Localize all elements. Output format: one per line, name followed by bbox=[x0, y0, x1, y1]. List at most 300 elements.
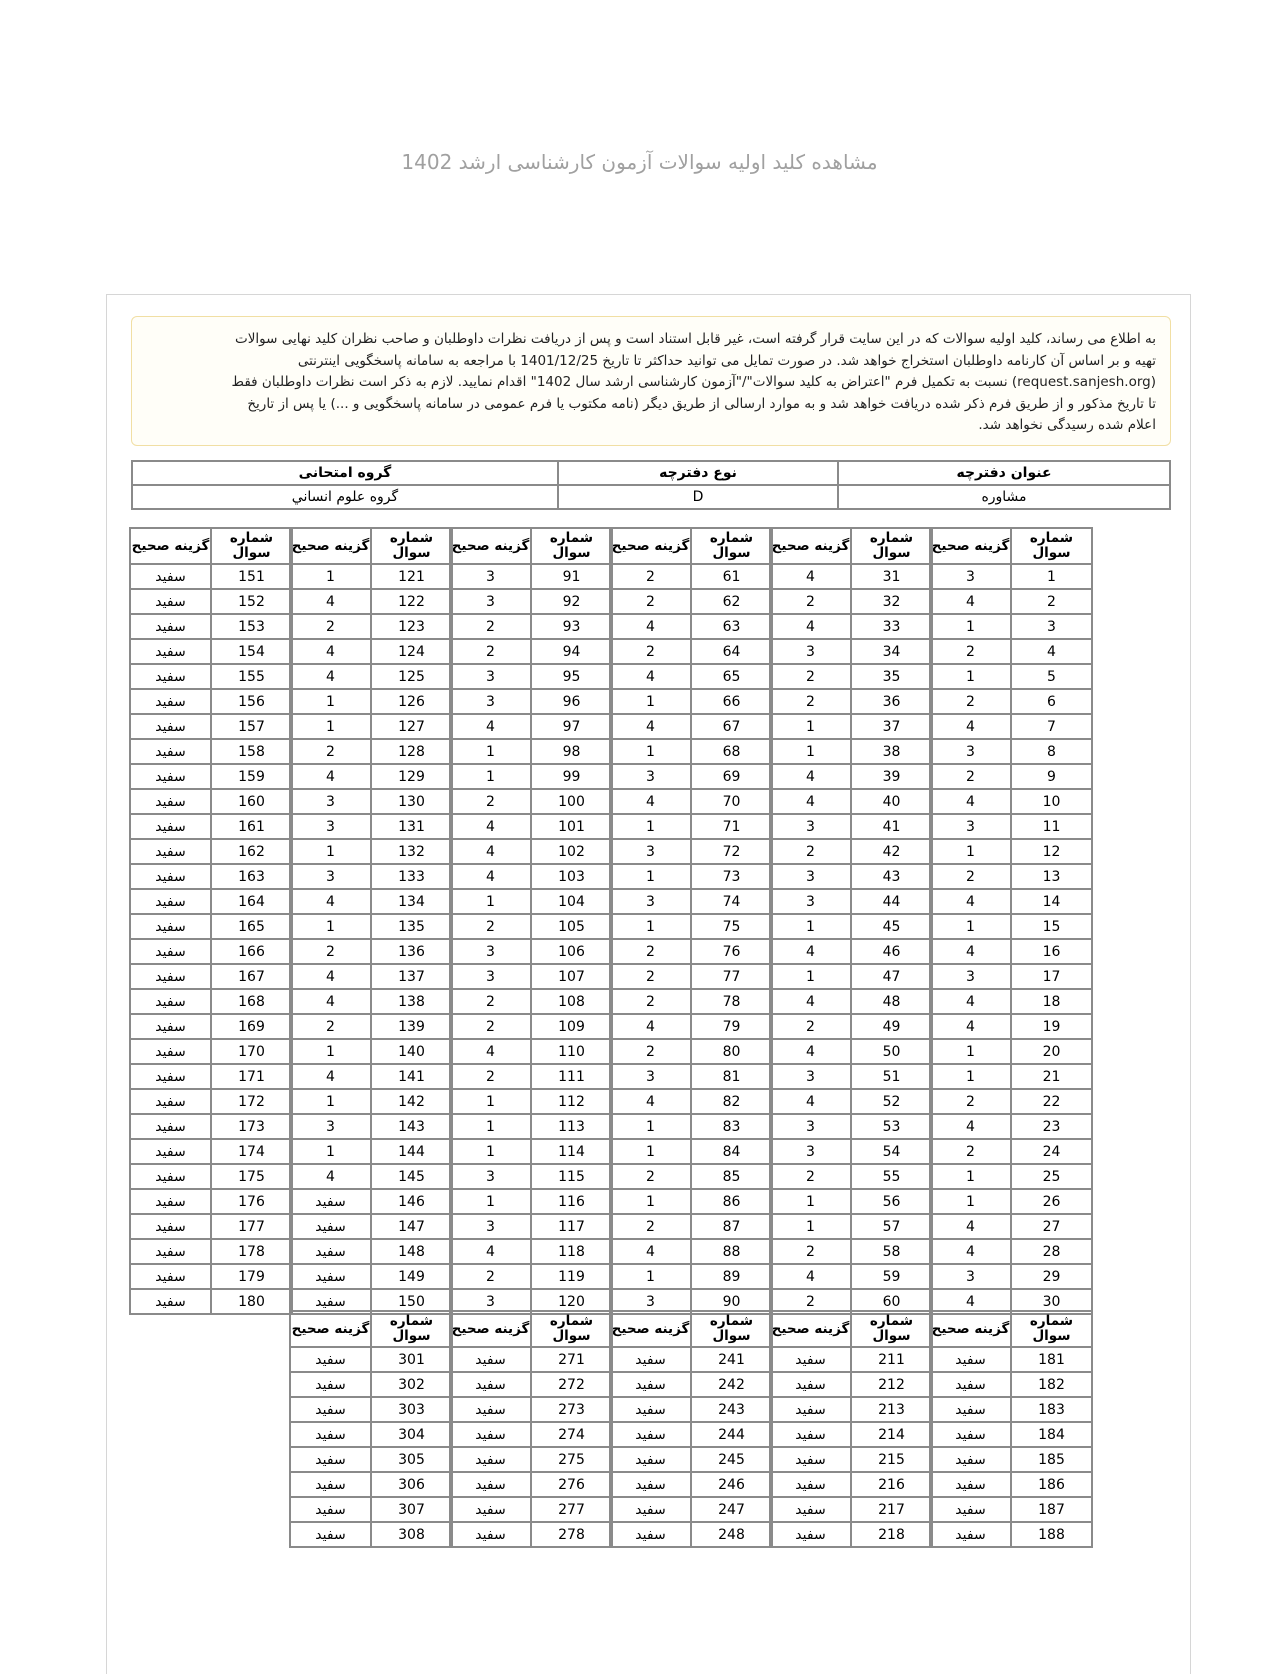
table-row bbox=[770, 1039, 932, 1064]
question-number: 61 bbox=[691, 564, 772, 589]
table-row bbox=[290, 814, 452, 839]
question-number: 178 bbox=[211, 1239, 292, 1264]
question-number-header: شماره سوال bbox=[1011, 1311, 1092, 1347]
correct-option: 1 bbox=[290, 1089, 371, 1114]
correct-option: 4 bbox=[770, 614, 851, 639]
question-number: 176 bbox=[211, 1189, 292, 1214]
correct-option: سفید bbox=[450, 1522, 531, 1547]
table-row bbox=[930, 1014, 1092, 1039]
table-row bbox=[930, 664, 1092, 689]
question-number: 13 bbox=[1011, 864, 1092, 889]
question-number: 60 bbox=[851, 1289, 932, 1314]
correct-option: 4 bbox=[770, 989, 851, 1014]
correct-option: 4 bbox=[610, 1239, 691, 1264]
question-number: 63 bbox=[691, 614, 772, 639]
table-row bbox=[450, 1239, 612, 1264]
question-number: 146 bbox=[371, 1189, 452, 1214]
question-number: 3 bbox=[1011, 614, 1092, 639]
question-number: 148 bbox=[371, 1239, 452, 1264]
correct-option: 3 bbox=[610, 764, 691, 789]
correct-option: 2 bbox=[930, 864, 1011, 889]
correct-option: سفید bbox=[450, 1447, 531, 1472]
correct-option: 3 bbox=[770, 864, 851, 889]
table-row bbox=[450, 1189, 612, 1214]
table-row bbox=[290, 1372, 452, 1397]
question-number: 96 bbox=[531, 689, 612, 714]
correct-option: 4 bbox=[290, 764, 371, 789]
correct-option: سفید bbox=[930, 1372, 1011, 1397]
table-row bbox=[290, 989, 452, 1014]
question-number: 14 bbox=[1011, 889, 1092, 914]
table-row bbox=[290, 864, 452, 889]
question-number: 155 bbox=[211, 664, 292, 689]
answer-key-table bbox=[929, 527, 1093, 1315]
correct-option: 2 bbox=[770, 664, 851, 689]
correct-option: 4 bbox=[930, 889, 1011, 914]
question-number: 277 bbox=[531, 1497, 612, 1522]
question-number: 29 bbox=[1011, 1264, 1092, 1289]
table-row bbox=[610, 739, 772, 764]
question-number: 188 bbox=[1011, 1522, 1092, 1547]
question-number: 39 bbox=[851, 764, 932, 789]
question-number: 71 bbox=[691, 814, 772, 839]
correct-option: سفید bbox=[930, 1422, 1011, 1447]
question-number: 129 bbox=[371, 764, 452, 789]
correct-option: 1 bbox=[930, 914, 1011, 939]
table-row bbox=[290, 964, 452, 989]
table-row bbox=[450, 1164, 612, 1189]
question-number: 244 bbox=[691, 1422, 772, 1447]
table-row bbox=[610, 939, 772, 964]
table-row bbox=[610, 1522, 772, 1547]
answer-key-table bbox=[289, 527, 453, 1315]
table-row bbox=[450, 739, 612, 764]
table-row bbox=[450, 1372, 612, 1397]
question-number: 123 bbox=[371, 614, 452, 639]
correct-option: سفید bbox=[290, 1422, 371, 1447]
question-number: 245 bbox=[691, 1447, 772, 1472]
table-row bbox=[770, 1214, 932, 1239]
question-number-header: شماره سوال bbox=[851, 528, 932, 564]
question-number: 27 bbox=[1011, 1214, 1092, 1239]
question-number: 186 bbox=[1011, 1472, 1092, 1497]
table-row bbox=[130, 914, 292, 939]
correct-option: سفید bbox=[290, 1372, 371, 1397]
correct-option: سفید bbox=[130, 764, 211, 789]
correct-option: سفید bbox=[450, 1347, 531, 1372]
question-number: 130 bbox=[371, 789, 452, 814]
question-number: 179 bbox=[211, 1264, 292, 1289]
correct-option: 4 bbox=[610, 1014, 691, 1039]
question-number: 92 bbox=[531, 589, 612, 614]
correct-option: سفید bbox=[930, 1447, 1011, 1472]
question-number: 17 bbox=[1011, 964, 1092, 989]
correct-option: 1 bbox=[770, 739, 851, 764]
question-number: 272 bbox=[531, 1372, 612, 1397]
correct-option: سفید bbox=[130, 714, 211, 739]
question-number: 154 bbox=[211, 639, 292, 664]
correct-option: 2 bbox=[610, 964, 691, 989]
question-number: 167 bbox=[211, 964, 292, 989]
question-number: 121 bbox=[371, 564, 452, 589]
table-row bbox=[930, 1064, 1092, 1089]
table-row bbox=[290, 1497, 452, 1522]
question-number: 248 bbox=[691, 1522, 772, 1547]
correct-option-header: گزینه صحیح bbox=[130, 528, 211, 564]
correct-option: سفید bbox=[130, 564, 211, 589]
table-row bbox=[130, 1114, 292, 1139]
booklet-title-header: عنوان دفترچه bbox=[838, 461, 1170, 485]
correct-option: سفید bbox=[130, 839, 211, 864]
question-number: 77 bbox=[691, 964, 772, 989]
table-row bbox=[930, 814, 1092, 839]
question-number: 38 bbox=[851, 739, 932, 764]
question-number: 97 bbox=[531, 714, 612, 739]
question-number-header: شماره سوال bbox=[371, 1311, 452, 1347]
question-number: 52 bbox=[851, 1089, 932, 1114]
question-number: 95 bbox=[531, 664, 612, 689]
table-row bbox=[450, 639, 612, 664]
question-number: 214 bbox=[851, 1422, 932, 1447]
question-number: 173 bbox=[211, 1114, 292, 1139]
table-row bbox=[290, 789, 452, 814]
correct-option: 3 bbox=[770, 639, 851, 664]
correct-option-header: گزینه صحیح bbox=[930, 1311, 1011, 1347]
question-number: 85 bbox=[691, 1164, 772, 1189]
table-row bbox=[450, 964, 612, 989]
table-row bbox=[290, 1472, 452, 1497]
correct-option: سفید bbox=[450, 1472, 531, 1497]
correct-option: 1 bbox=[770, 964, 851, 989]
correct-option: 4 bbox=[290, 889, 371, 914]
question-number: 30 bbox=[1011, 1289, 1092, 1314]
question-number: 79 bbox=[691, 1014, 772, 1039]
question-number: 187 bbox=[1011, 1497, 1092, 1522]
correct-option: 4 bbox=[290, 964, 371, 989]
table-row bbox=[450, 1064, 612, 1089]
correct-option: 4 bbox=[610, 664, 691, 689]
correct-option: 4 bbox=[930, 789, 1011, 814]
question-number: 18 bbox=[1011, 989, 1092, 1014]
question-number: 151 bbox=[211, 564, 292, 589]
question-number: 54 bbox=[851, 1139, 932, 1164]
table-row bbox=[450, 1347, 612, 1372]
correct-option: سفید bbox=[450, 1372, 531, 1397]
correct-option: 4 bbox=[930, 1014, 1011, 1039]
table-row bbox=[130, 864, 292, 889]
question-number: 35 bbox=[851, 664, 932, 689]
correct-option: 4 bbox=[930, 939, 1011, 964]
correct-option: 1 bbox=[930, 614, 1011, 639]
correct-option: سفید bbox=[130, 1214, 211, 1239]
table-row bbox=[610, 889, 772, 914]
table-row bbox=[290, 1114, 452, 1139]
question-number: 104 bbox=[531, 889, 612, 914]
table-row bbox=[610, 914, 772, 939]
table-row bbox=[770, 1014, 932, 1039]
question-number: 73 bbox=[691, 864, 772, 889]
correct-option: سفید bbox=[130, 639, 211, 664]
question-number: 308 bbox=[371, 1522, 452, 1547]
question-number: 69 bbox=[691, 764, 772, 789]
question-number: 180 bbox=[211, 1289, 292, 1314]
correct-option: 2 bbox=[770, 589, 851, 614]
question-number: 57 bbox=[851, 1214, 932, 1239]
table-row bbox=[290, 614, 452, 639]
question-number: 306 bbox=[371, 1472, 452, 1497]
question-number: 125 bbox=[371, 664, 452, 689]
table-row bbox=[930, 589, 1092, 614]
question-number: 26 bbox=[1011, 1189, 1092, 1214]
table-row bbox=[930, 1522, 1092, 1547]
question-number: 81 bbox=[691, 1064, 772, 1089]
answer-key-table bbox=[289, 1310, 453, 1548]
correct-option: 1 bbox=[930, 1189, 1011, 1214]
correct-option: 2 bbox=[450, 1014, 531, 1039]
table-row bbox=[770, 1264, 932, 1289]
correct-option: 4 bbox=[930, 1239, 1011, 1264]
correct-option: سفید bbox=[130, 1264, 211, 1289]
table-row bbox=[130, 664, 292, 689]
question-number: 133 bbox=[371, 864, 452, 889]
correct-option: سفید bbox=[770, 1472, 851, 1497]
table-row bbox=[610, 1447, 772, 1472]
table-row bbox=[770, 1347, 932, 1372]
question-number: 170 bbox=[211, 1039, 292, 1064]
question-number: 102 bbox=[531, 839, 612, 864]
question-number-header: شماره سوال bbox=[851, 1311, 932, 1347]
question-number: 150 bbox=[371, 1289, 452, 1314]
correct-option: سفید bbox=[290, 1264, 371, 1289]
correct-option: سفید bbox=[610, 1497, 691, 1522]
correct-option: 2 bbox=[610, 989, 691, 1014]
correct-option: 2 bbox=[770, 839, 851, 864]
table-row bbox=[450, 1214, 612, 1239]
question-number: 274 bbox=[531, 1422, 612, 1447]
correct-option: 1 bbox=[610, 1189, 691, 1214]
correct-option: سفید bbox=[130, 1189, 211, 1214]
notice-box: به اطلاع می رساند، کلید اولیه سوالات که در این سایت قرار گرفته است، غیر قابل استناد است و پس از دریافت نظرات داوطلبان و صاحب نظران کلید نهایی سوالات تهیه و بر اساس آن کارنامه داوطلبان استخراج خواهد شد. در صورت تمایل می توانید حداکثر تا تاریخ 1401/12/25 با مراجعه به سامانه پاسخگویی اینترنتی (request.sanjesh.org) نسبت به تکمیل فرم "اعتراض به کلید سوالات"/"آزمون کارشناسی ارشد سال 1402" اقدام نمایید. لازم به ذکر است نظرات داوطلبان فقط تا تاریخ مذکور و از طریق فرم ذکر شده دریافت خواهد شد و به موارد ارسالی از طریق دیگر (نامه مکتوب یا فرم عمومی در سامانه پاسخگویی و ...) یا پس از تاریخ اعلام شده رسیدگی نخواهد شد. bbox=[131, 316, 1171, 446]
correct-option: سفید bbox=[770, 1397, 851, 1422]
table-row bbox=[290, 739, 452, 764]
correct-option: 1 bbox=[610, 864, 691, 889]
correct-option: 1 bbox=[450, 1089, 531, 1114]
correct-option: سفید bbox=[290, 1397, 371, 1422]
correct-option: 1 bbox=[290, 1139, 371, 1164]
correct-option: 4 bbox=[450, 1239, 531, 1264]
table-row bbox=[770, 664, 932, 689]
question-number: 182 bbox=[1011, 1372, 1092, 1397]
correct-option: 1 bbox=[610, 814, 691, 839]
correct-option: 1 bbox=[930, 664, 1011, 689]
table-row bbox=[770, 964, 932, 989]
question-number: 93 bbox=[531, 614, 612, 639]
correct-option: سفید bbox=[290, 1497, 371, 1522]
table-row bbox=[290, 689, 452, 714]
booklet-info-table bbox=[131, 460, 1171, 510]
question-number: 134 bbox=[371, 889, 452, 914]
correct-option: سفید bbox=[290, 1214, 371, 1239]
table-row bbox=[770, 639, 932, 664]
correct-option: 3 bbox=[770, 1139, 851, 1164]
correct-option-header: گزینه صحیح bbox=[930, 528, 1011, 564]
correct-option-header: گزینه صحیح bbox=[610, 528, 691, 564]
correct-option: 3 bbox=[930, 739, 1011, 764]
question-number: 302 bbox=[371, 1372, 452, 1397]
question-number: 160 bbox=[211, 789, 292, 814]
question-number: 168 bbox=[211, 989, 292, 1014]
table-row bbox=[930, 564, 1092, 589]
question-number: 143 bbox=[371, 1114, 452, 1139]
correct-option: سفید bbox=[130, 889, 211, 914]
question-number: 159 bbox=[211, 764, 292, 789]
correct-option: سفید bbox=[290, 1347, 371, 1372]
question-number: 152 bbox=[211, 589, 292, 614]
question-number: 47 bbox=[851, 964, 932, 989]
question-number: 140 bbox=[371, 1039, 452, 1064]
table-row bbox=[770, 789, 932, 814]
table-row bbox=[770, 939, 932, 964]
question-number: 6 bbox=[1011, 689, 1092, 714]
correct-option: سفید bbox=[930, 1397, 1011, 1422]
table-row bbox=[770, 689, 932, 714]
correct-option: سفید bbox=[930, 1497, 1011, 1522]
table-row bbox=[770, 764, 932, 789]
question-number: 105 bbox=[531, 914, 612, 939]
correct-option: 1 bbox=[290, 689, 371, 714]
table-row bbox=[450, 889, 612, 914]
question-number: 101 bbox=[531, 814, 612, 839]
correct-option: 4 bbox=[930, 714, 1011, 739]
table-row bbox=[290, 939, 452, 964]
correct-option: 3 bbox=[450, 664, 531, 689]
question-number: 10 bbox=[1011, 789, 1092, 814]
table-row bbox=[770, 564, 932, 589]
question-number: 247 bbox=[691, 1497, 772, 1522]
correct-option: 4 bbox=[290, 1064, 371, 1089]
question-number: 23 bbox=[1011, 1114, 1092, 1139]
correct-option: 4 bbox=[770, 1089, 851, 1114]
table-row bbox=[770, 814, 932, 839]
table-row bbox=[130, 1089, 292, 1114]
question-number: 106 bbox=[531, 939, 612, 964]
table-row bbox=[290, 1347, 452, 1372]
table-row bbox=[290, 1397, 452, 1422]
question-number: 307 bbox=[371, 1497, 452, 1522]
answer-key-table bbox=[449, 1310, 613, 1548]
table-row bbox=[770, 1522, 932, 1547]
booklet-type-value: D bbox=[558, 485, 838, 509]
table-row bbox=[610, 1239, 772, 1264]
question-number: 75 bbox=[691, 914, 772, 939]
question-number: 147 bbox=[371, 1214, 452, 1239]
correct-option: 4 bbox=[450, 864, 531, 889]
question-number: 91 bbox=[531, 564, 612, 589]
correct-option: سفید bbox=[290, 1522, 371, 1547]
table-row bbox=[130, 739, 292, 764]
correct-option-header: گزینه صحیح bbox=[290, 528, 371, 564]
question-number: 62 bbox=[691, 589, 772, 614]
table-row bbox=[610, 839, 772, 864]
question-number: 36 bbox=[851, 689, 932, 714]
correct-option: 3 bbox=[930, 564, 1011, 589]
correct-option: 4 bbox=[930, 989, 1011, 1014]
question-number: 72 bbox=[691, 839, 772, 864]
correct-option: 1 bbox=[610, 1114, 691, 1139]
answer-key-table bbox=[129, 527, 293, 1315]
table-row bbox=[770, 1089, 932, 1114]
correct-option: 1 bbox=[290, 714, 371, 739]
table-row bbox=[290, 1014, 452, 1039]
table-row bbox=[290, 589, 452, 614]
correct-option-header: گزینه صحیح bbox=[290, 1311, 371, 1347]
correct-option: 4 bbox=[290, 1164, 371, 1189]
table-row bbox=[770, 1164, 932, 1189]
table-row bbox=[290, 889, 452, 914]
correct-option: 4 bbox=[610, 789, 691, 814]
correct-option: سفید bbox=[130, 1014, 211, 1039]
table-row bbox=[130, 764, 292, 789]
correct-option: 1 bbox=[930, 1164, 1011, 1189]
table-row bbox=[450, 1139, 612, 1164]
table-row bbox=[610, 764, 772, 789]
table-row bbox=[610, 1472, 772, 1497]
correct-option: 1 bbox=[770, 1189, 851, 1214]
question-number: 5 bbox=[1011, 664, 1092, 689]
table-row bbox=[130, 589, 292, 614]
table-row bbox=[130, 889, 292, 914]
correct-option: سفید bbox=[610, 1397, 691, 1422]
answer-key-table bbox=[449, 527, 613, 1315]
table-row bbox=[930, 1214, 1092, 1239]
table-row bbox=[770, 1397, 932, 1422]
question-number: 139 bbox=[371, 1014, 452, 1039]
correct-option: 3 bbox=[610, 1289, 691, 1314]
correct-option: 3 bbox=[930, 814, 1011, 839]
question-number: 241 bbox=[691, 1347, 772, 1372]
booklet-type-header: نوع دفترچه bbox=[558, 461, 838, 485]
table-row bbox=[610, 1089, 772, 1114]
correct-option: 1 bbox=[610, 739, 691, 764]
question-number: 163 bbox=[211, 864, 292, 889]
table-row bbox=[930, 764, 1092, 789]
answer-key-table bbox=[609, 527, 773, 1315]
table-row bbox=[290, 1214, 452, 1239]
correct-option: سفید bbox=[770, 1522, 851, 1547]
question-number: 1 bbox=[1011, 564, 1092, 589]
table-row bbox=[130, 989, 292, 1014]
table-row bbox=[930, 1372, 1092, 1397]
question-number: 113 bbox=[531, 1114, 612, 1139]
correct-option: 3 bbox=[930, 964, 1011, 989]
table-row bbox=[770, 1447, 932, 1472]
table-row bbox=[290, 764, 452, 789]
question-number: 161 bbox=[211, 814, 292, 839]
correct-option: 3 bbox=[290, 864, 371, 889]
correct-option: سفید bbox=[130, 914, 211, 939]
question-number: 149 bbox=[371, 1264, 452, 1289]
correct-option: 4 bbox=[930, 1289, 1011, 1314]
table-row bbox=[770, 1189, 932, 1214]
correct-option: 4 bbox=[610, 714, 691, 739]
table-row bbox=[130, 1264, 292, 1289]
question-number-header: شماره سوال bbox=[531, 1311, 612, 1347]
table-row bbox=[610, 1014, 772, 1039]
question-number: 122 bbox=[371, 589, 452, 614]
question-number: 48 bbox=[851, 989, 932, 1014]
question-number: 76 bbox=[691, 939, 772, 964]
correct-option: 2 bbox=[610, 1164, 691, 1189]
